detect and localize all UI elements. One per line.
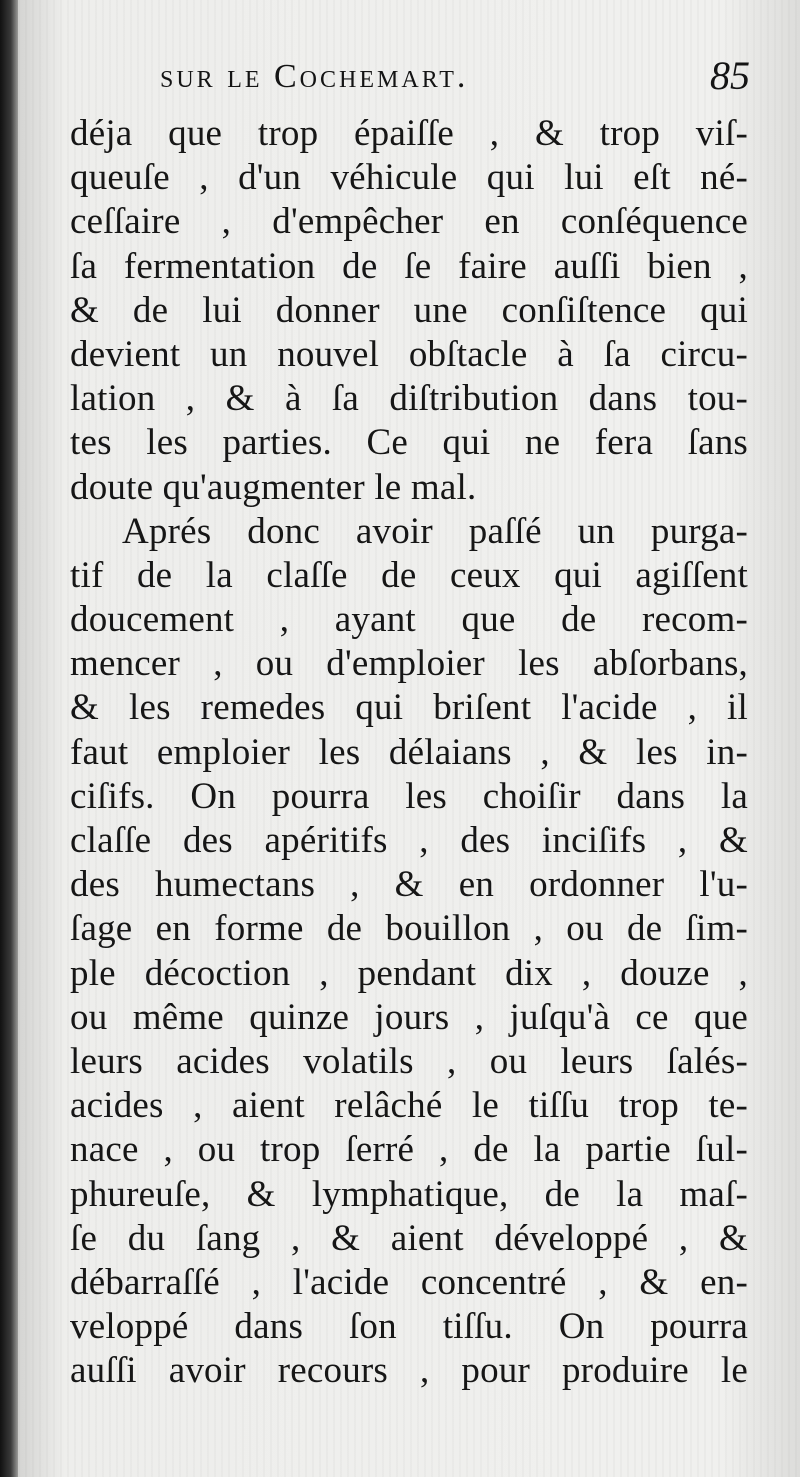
text-line: leurs acides volatils , ou leurs ſalés- [70,1040,748,1082]
text-line: tes les parties. Ce qui ne fera ſans [70,422,748,464]
text-line: doute qu'augmenter le mal. [70,466,477,508]
text-line: auſſi avoir recours , pour produire le [70,1350,748,1392]
text-line: déja que trop épaiſſe , & trop viſ- [70,113,748,154]
text-line: ceſſaire , d'empêcher en conſéquence [70,201,748,243]
text-line: phureuſe, & lymphatique, de la maſ- [70,1173,748,1215]
text-line: nace , ou trop ſerré , de la partie ſul- [70,1129,748,1171]
page-header [160,52,750,100]
text-line: faut emploier les délaians , & les in- [70,731,748,773]
page-number: 85 [710,53,750,98]
text-line: ſage en forme de bouillon , ou de ſim- [70,908,748,950]
book-page [18,0,800,1477]
running-head: sur le Cochemart. [160,58,469,95]
text-line: des humectans , & en ordonner l'u- [70,864,748,906]
text-line: Aprés donc avoir paſſé un purga- [122,510,748,552]
page-binding-edge [0,0,18,1477]
text-line: veloppé dans ſon tiſſu. On pourra [70,1306,748,1348]
text-line: débarraſſé , l'acide concentré , & en- [70,1261,748,1303]
text-line: doucement , ayant que de recom- [70,599,748,641]
text-line: ou même quinze jours , juſqu'à ce que [70,996,748,1038]
text-line: tif de la claſſe de ceux qui agiſſent [70,554,748,596]
text-line: lation , & à ſa diſtribution dans tou- [70,378,748,420]
text-line: & de lui donner une conſiſtence qui [70,289,748,331]
body-text [70,112,748,1393]
text-line: ſe du ſang , & aient développé , & [70,1217,748,1259]
text-line: & les remedes qui briſent l'acide , il [70,687,748,729]
text-line: queuſe , d'un véhicule qui lui eſt né- [70,157,748,199]
text-line: ple décoction , pendant dix , douze , [70,952,748,994]
text-line: ciſifs. On pourra les choiſir dans la [70,775,748,817]
text-line: ſa fermentation de ſe faire auſſi bien , [70,245,748,287]
text-line: claſſe des apéritifs , des inciſifs , & [70,820,748,861]
text-line: acides , aient relâché le tiſſu trop te- [70,1085,748,1127]
text-line: devient un nouvel obſtacle à ſa circu- [70,333,748,375]
text-line: mencer , ou d'emploier les abſorbans, [70,643,748,685]
